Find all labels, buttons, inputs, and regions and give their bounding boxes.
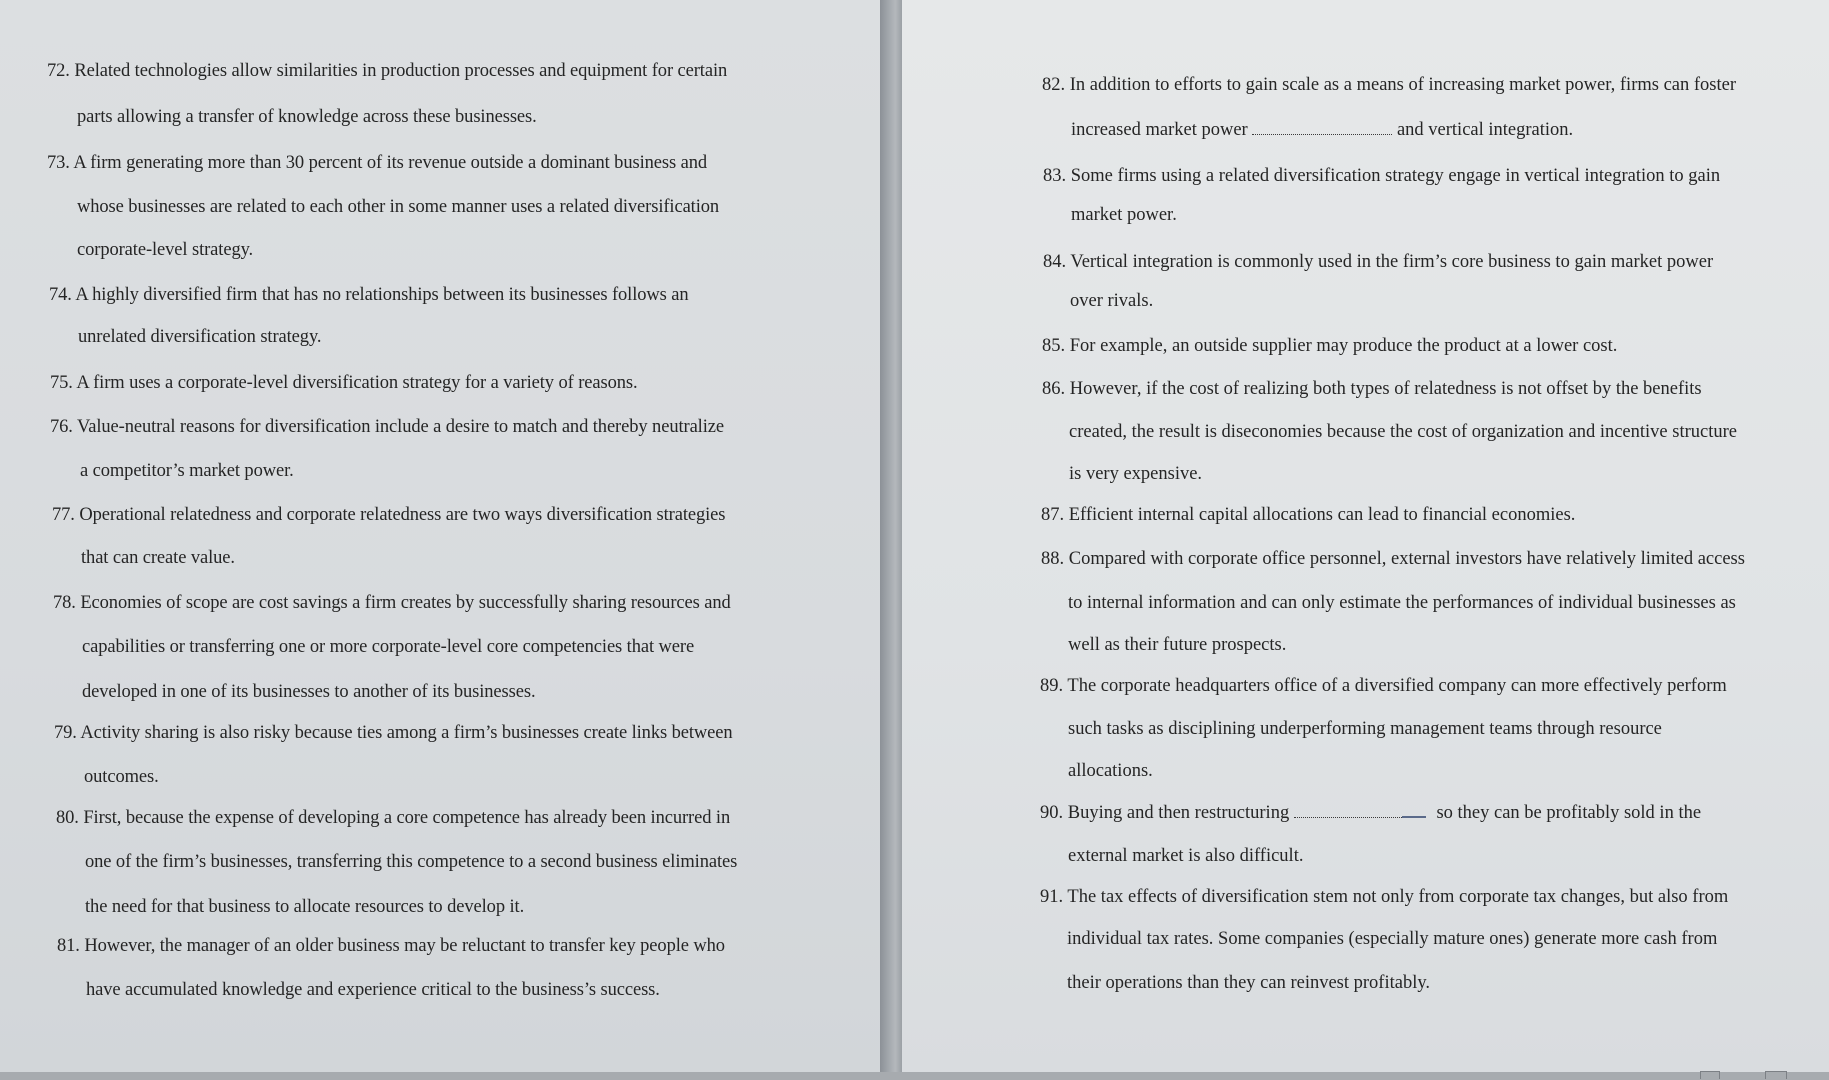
question-78-line-3: developed in one of its businesses to another of its businesses. bbox=[82, 682, 536, 702]
question-88-line-2: to internal information and can only estimate the performances of individual businesses as bbox=[1068, 593, 1736, 613]
question-82-text-a: increased market power bbox=[1071, 120, 1248, 140]
question-77-line-1: 77. Operational relatedness and corporate relatedness are two ways diversification strategies bbox=[52, 505, 726, 525]
question-83-line-1: 83. Some firms using a related diversification strategy engage in vertical integration to gain bbox=[1043, 166, 1721, 186]
question-76-line-2: a competitor’s market power. bbox=[80, 461, 294, 481]
question-79-line-1: 79. Activity sharing is also risky because ties among a firm’s businesses create links between bbox=[54, 723, 733, 743]
question-86-line-2: created, the result is diseconomies because the cost of organization and incentive structure bbox=[1069, 422, 1737, 442]
question-79-line-2: outcomes. bbox=[84, 767, 159, 787]
bottom-edge bbox=[0, 1072, 1829, 1080]
question-89-line-3: allocations. bbox=[1068, 761, 1153, 781]
question-74-line-1: 74. A highly diversified firm that has no relationships between its businesses follows an bbox=[49, 285, 689, 305]
question-91-line-1: 91. The tax effects of diversification stem not only from corporate tax changes, but also from bbox=[1040, 887, 1729, 907]
question-81-line-2: have accumulated knowledge and experience critical to the business’s success. bbox=[86, 980, 660, 1000]
question-72-line-1: 72. Related technologies allow similarities in production processes and equipment for certain bbox=[47, 61, 728, 81]
question-89-line-2: such tasks as disciplining underperforming management teams through resource bbox=[1068, 719, 1662, 739]
question-80-line-3: the need for that business to allocate resources to develop it. bbox=[85, 897, 525, 917]
question-88-line-3: well as their future prospects. bbox=[1068, 635, 1287, 655]
question-86-line-3: is very expensive. bbox=[1069, 464, 1203, 484]
question-72-line-2: parts allowing a transfer of knowledge across these businesses. bbox=[77, 107, 537, 127]
menu-icon[interactable] bbox=[1765, 1071, 1787, 1079]
question-90-blank[interactable] bbox=[1294, 803, 1402, 818]
question-90-line-1 bbox=[1040, 803, 1701, 823]
question-84-line-2: over rivals. bbox=[1070, 291, 1154, 311]
question-91-line-3: their operations than they can reinvest profitably. bbox=[1067, 973, 1431, 993]
left-page bbox=[0, 0, 880, 1072]
question-82-line-1: 82. In addition to efforts to gain scale as a means of increasing market power, firms can foster bbox=[1042, 75, 1736, 95]
question-90-blank-mark bbox=[1402, 804, 1426, 818]
question-77-line-2: that can create value. bbox=[81, 548, 235, 568]
question-88-line-1: 88. Compared with corporate office personnel, external investors have relatively limited access bbox=[1041, 549, 1745, 569]
question-76-line-1: 76. Value-neutral reasons for diversification include a desire to match and thereby neutralize bbox=[50, 417, 724, 437]
right-page bbox=[902, 0, 1829, 1072]
question-90-line-2: external market is also difficult. bbox=[1068, 846, 1304, 866]
question-80-line-1: 80. First, because the expense of developing a core competence has already been incurred in bbox=[56, 808, 731, 828]
question-90-text-b: so they can be profitably sold in the bbox=[1436, 803, 1702, 823]
question-75-line-1: 75. A firm uses a corporate-level diversification strategy for a variety of reasons. bbox=[50, 373, 638, 393]
question-86-line-1: 86. However, if the cost of realizing both types of relatedness is not offset by the benefits bbox=[1042, 379, 1702, 399]
page-gutter bbox=[880, 0, 902, 1080]
question-78-line-1: 78. Economies of scope are cost savings a firm creates by successfully sharing resources and bbox=[53, 593, 731, 613]
question-81-line-1: 81. However, the manager of an older business may be reluctant to transfer key people who bbox=[57, 936, 725, 956]
question-73-line-1: 73. A firm generating more than 30 percent of its revenue outside a dominant business and bbox=[47, 153, 708, 173]
page-layout-icon[interactable] bbox=[1700, 1071, 1720, 1079]
question-85-line-1: 85. For example, an outside supplier may produce the product at a lower cost. bbox=[1042, 336, 1618, 356]
question-73-line-3: corporate-level strategy. bbox=[77, 240, 254, 260]
question-74-line-2: unrelated diversification strategy. bbox=[78, 327, 322, 347]
question-82-text-b: and vertical integration. bbox=[1396, 120, 1574, 140]
question-82-blank[interactable] bbox=[1252, 120, 1392, 135]
question-83-line-2: market power. bbox=[1071, 205, 1177, 225]
question-73-line-2: whose businesses are related to each other in some manner uses a related diversification bbox=[77, 197, 720, 217]
question-80-line-2: one of the firm’s businesses, transferring this competence to a second business eliminates bbox=[85, 852, 738, 872]
question-91-line-2: individual tax rates. Some companies (especially mature ones) generate more cash from bbox=[1067, 929, 1718, 949]
question-82-line-2 bbox=[1071, 120, 1573, 140]
question-90-text-a: 90. Buying and then restructuring bbox=[1040, 803, 1290, 823]
question-84-line-1: 84. Vertical integration is commonly used in the firm’s core business to gain market power bbox=[1043, 252, 1714, 272]
question-78-line-2: capabilities or transferring one or more corporate-level core competencies that were bbox=[82, 637, 695, 657]
question-89-line-1: 89. The corporate headquarters office of a diversified company can more effectively perform bbox=[1040, 676, 1727, 696]
question-87-line-1: 87. Efficient internal capital allocations can lead to financial economies. bbox=[1041, 505, 1576, 525]
